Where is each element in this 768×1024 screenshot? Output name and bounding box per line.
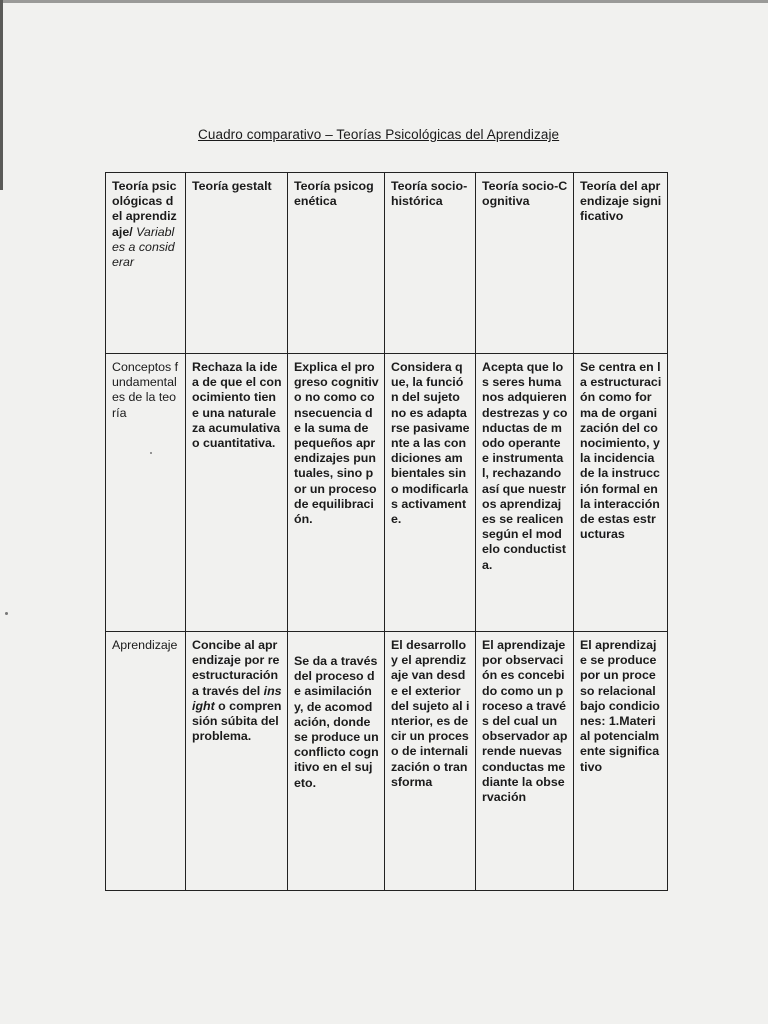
conceptos-sociocognitiva: Acepta que los seres humanos adquieren destrezas y conductas de modo operante e instrumental, rechazando así que nuestros aprendizajes se realicen según el modelo conductista. [476,354,574,632]
scan-speck [5,612,8,615]
aprendizaje-significativo: El aprendizaje se produce por un proceso relacional bajo condiciones: 1.Material potencialmente significativo [574,632,668,891]
aprendizaje-sociocognitiva: El aprendizaje por observación es concebido como un proceso a través del cual un observador aprende nuevas conductas mediante la observación [476,632,574,891]
header-variables-italic: Variables a considerar [112,224,175,270]
document-title: Cuadro comparativo – Teorías Psicológicas del Aprendizaje [198,127,560,142]
aprendizaje-gestalt [186,632,288,891]
conceptos-sociohistorica: Considera que, la función del sujeto no es adaptarse pasivamente a las condiciones ambientales sino modificarlas activamente. [385,354,476,632]
header-cell-gestalt: Teoría gestalt [186,173,288,354]
header-row [106,173,668,354]
aprendizaje-row [106,632,668,891]
header-cell-sociohistorica: Teoría socio-histórica [385,173,476,354]
header-cell-sociocognitiva: Teoría socio-Cognitiva [476,173,574,354]
conceptos-row [106,354,668,632]
conceptos-significativo: Se centra en la estructuración como forma de organización del conocimiento, y la incidencia de la instrucción formal en la interacción de estas estructuras [574,354,668,632]
header-cell-significativo: Teoría del aprendizaje significativo [574,173,668,354]
conceptos-psicogenetica: Explica el progreso cognitivo no como consecuencia de la suma de pequeños aprendizajes puntuales, sino por un proceso de equilibración. [288,354,385,632]
scan-edge-left [0,0,3,190]
comparison-table [105,172,668,891]
aprendizaje-gestalt-text-1: Concibe al aprendizaje por reestructuración a través del [192,638,280,698]
aprendizaje-gestalt-insight: insight [192,683,282,713]
aprendizaje-gestalt-text-2: o comprensión súbita del problema. [192,698,282,744]
header-variables-bold: Teoría psicológicas del aprendizaje/ [112,179,177,239]
header-cell-psicogenetica: Teoría psicogenética [288,173,385,354]
scan-edge-top [0,0,768,3]
conceptos-gestalt: Rechaza la idea de que el conocimiento tiene una naturaleza acumulativa o cuantitativa. [186,354,288,632]
conceptos-label: Conceptos fundamentales de la teoría [106,354,186,632]
aprendizaje-label: Aprendizaje [106,632,186,891]
header-cell-variables [106,173,186,354]
aprendizaje-psicogenetica: Se da a través del proceso de asimilación y, de acomodación, donde se produce un conflicto cognitivo en el sujeto. [288,632,385,891]
aprendizaje-sociohistorica: El desarrollo y el aprendizaje van desde el exterior del sujeto al interior, es decir un proceso de internalización o transforma [385,632,476,891]
